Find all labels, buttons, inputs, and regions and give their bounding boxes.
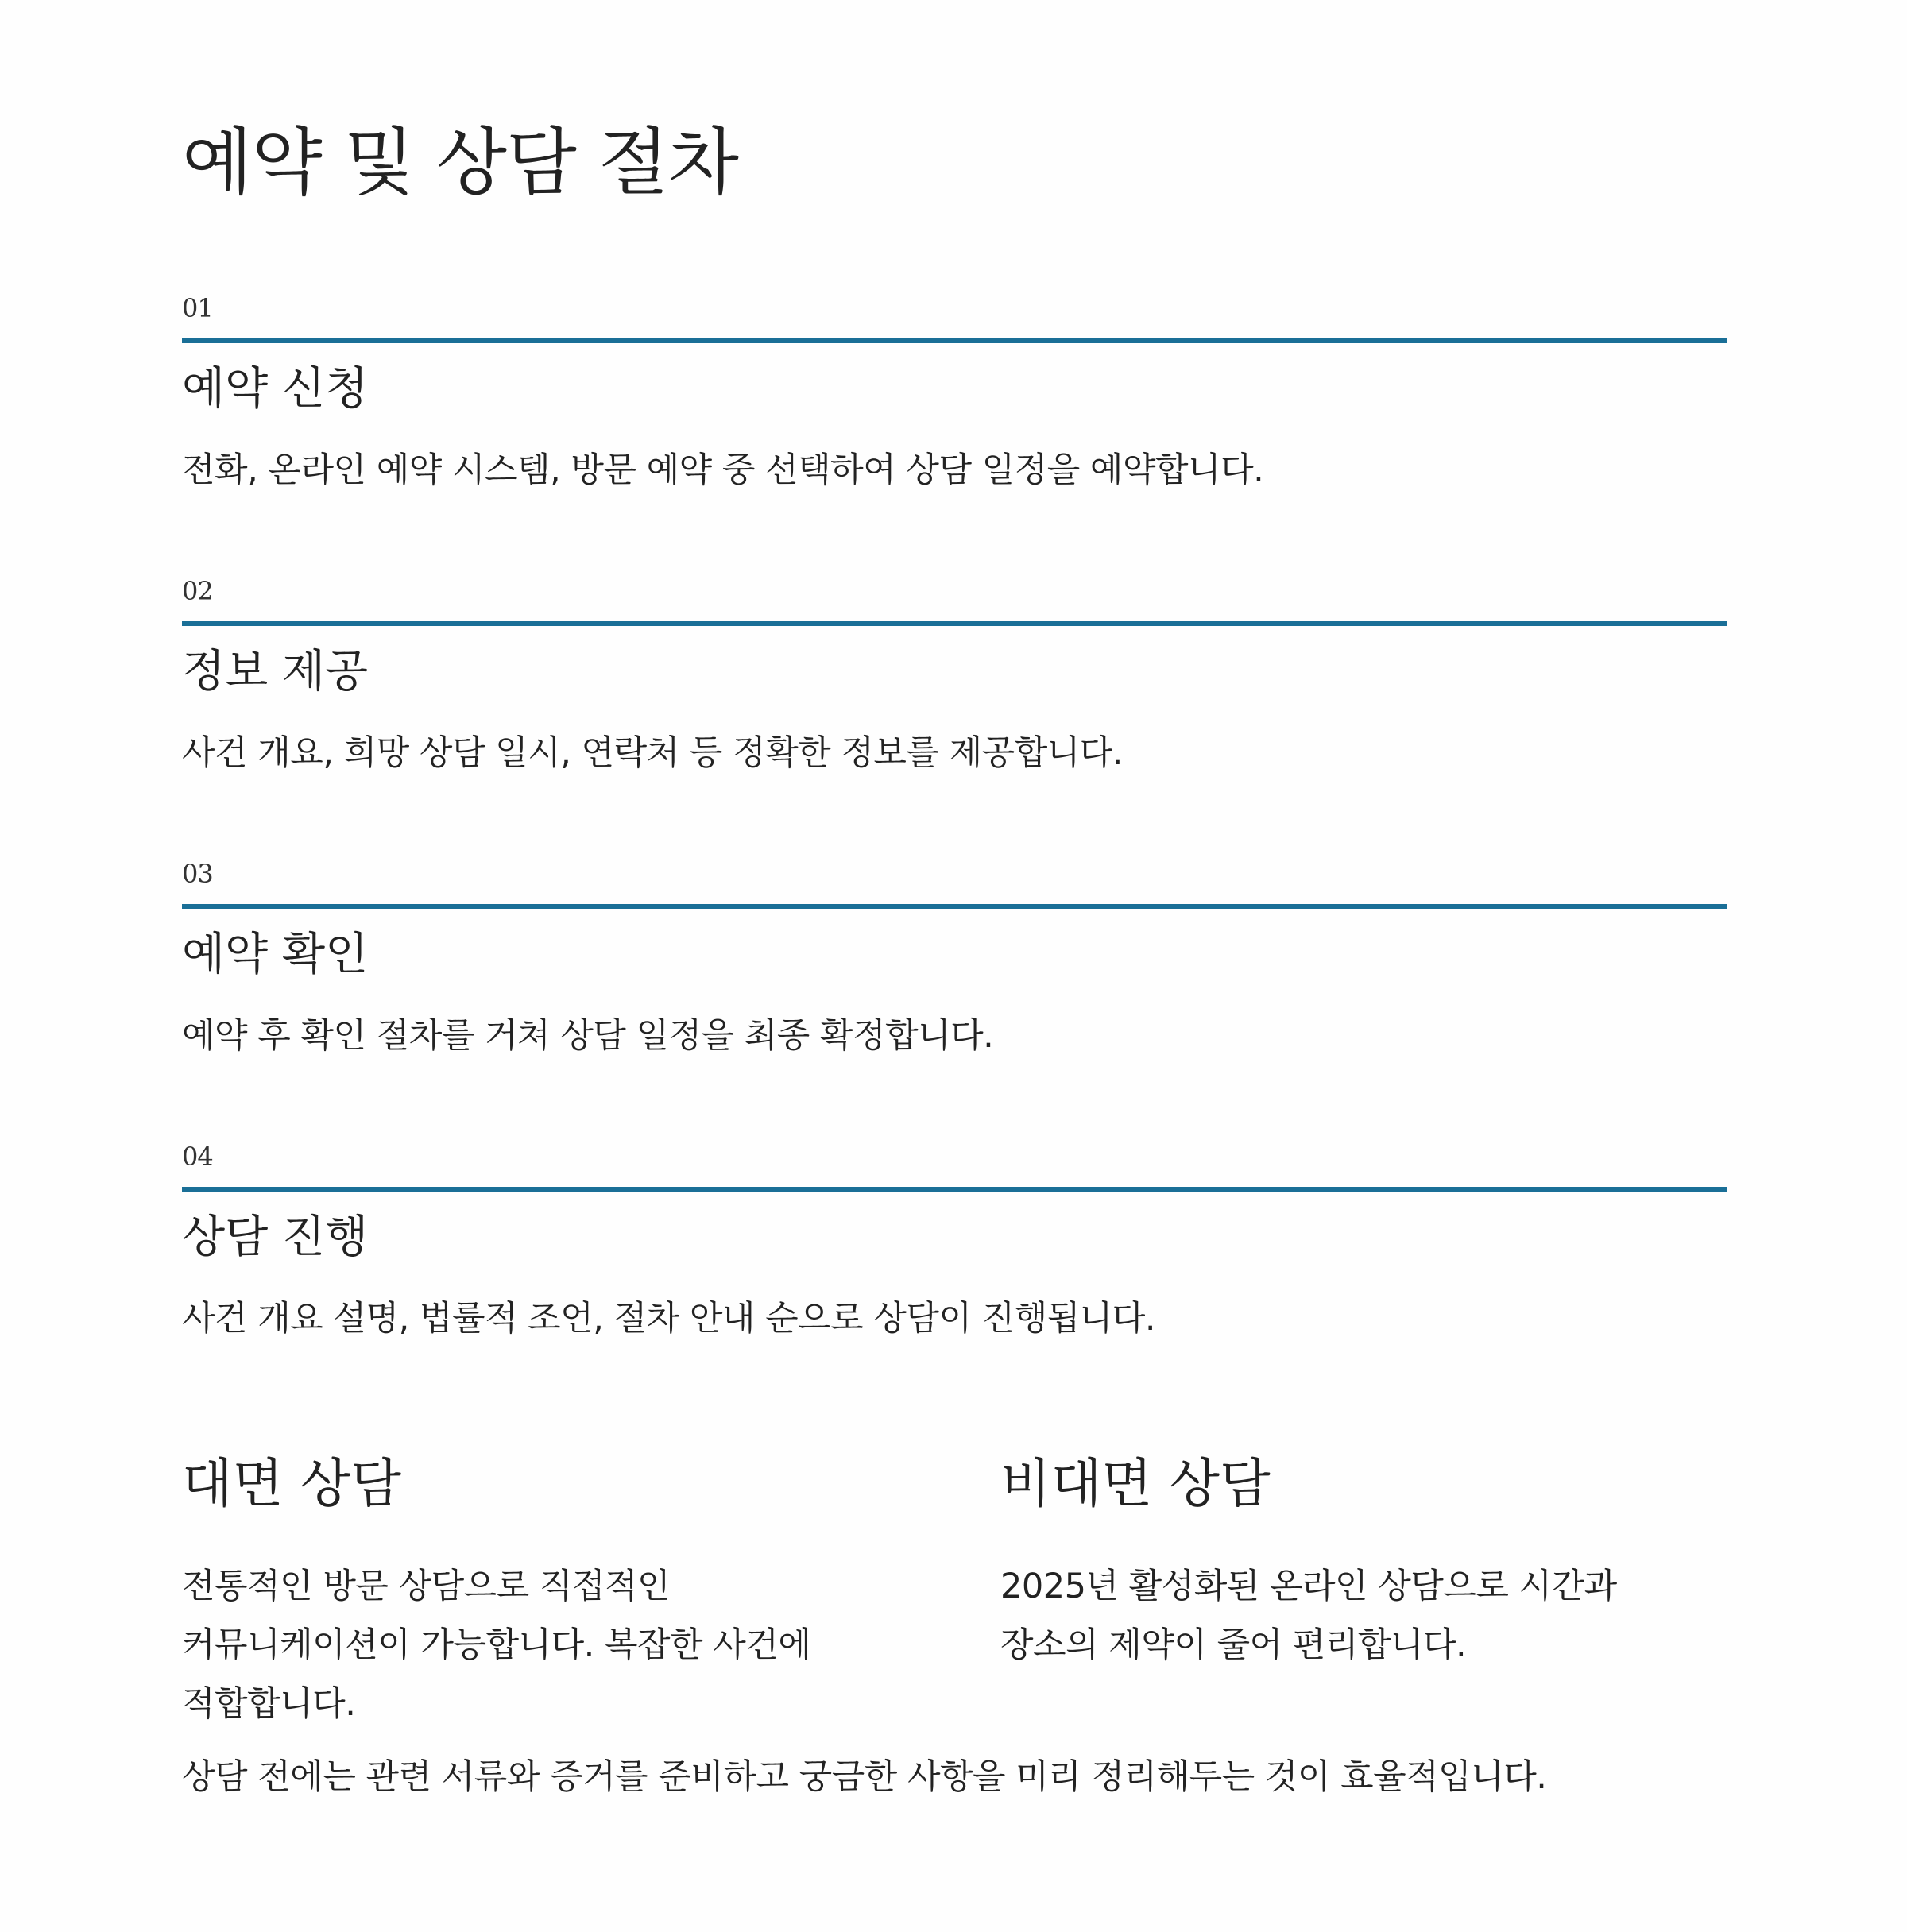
step-description: 사건 개요, 희망 상담 일시, 연락처 등 정확한 정보를 제공합니다. <box>182 733 1123 773</box>
step-title: 예약 신청 <box>182 363 369 415</box>
step-title: 예약 확인 <box>182 929 369 980</box>
step-description: 전화, 온라인 예약 시스템, 방문 예약 중 선택하여 상담 일정을 예약합니다. <box>182 450 1264 490</box>
preparation-note: 상담 전에는 관련 서류와 증거를 준비하고 궁금한 사항을 미리 정리해두는 것이 효율적입니다. <box>182 1757 1547 1797</box>
step-description: 사건 개요 설명, 법률적 조언, 절차 안내 순으로 상담이 진행됩니다. <box>182 1299 1156 1339</box>
step-1 <box>182 292 1727 531</box>
page-title: 예약 및 상담 절차 <box>182 120 738 205</box>
step-number: 03 <box>182 859 213 889</box>
step-title: 정보 제공 <box>182 646 369 697</box>
step-2 <box>182 575 1727 813</box>
step-number: 01 <box>182 293 213 323</box>
step-divider <box>182 338 1727 343</box>
consult-type-description: 2025년 활성화된 온라인 상담으로 시간과 장소의 제약이 줄어 편리합니다. <box>1000 1567 1617 1665</box>
step-3 <box>182 858 1727 1096</box>
step-divider <box>182 621 1727 626</box>
consult-type-description: 전통적인 방문 상담으로 직접적인 커뮤니케이션이 가능합니다. 복잡한 사건에 적합합니다. <box>182 1567 811 1724</box>
consult-type-title: 대면 상담 <box>182 1453 402 1514</box>
step-number: 04 <box>182 1142 213 1172</box>
step-4 <box>182 1141 1727 1379</box>
step-title: 상담 진행 <box>182 1211 369 1263</box>
step-divider <box>182 1187 1727 1192</box>
step-divider <box>182 904 1727 909</box>
step-description: 예약 후 확인 절차를 거쳐 상담 일정을 최종 확정합니다. <box>182 1016 994 1056</box>
consult-type-title: 비대면 상담 <box>1000 1453 1271 1514</box>
step-number: 02 <box>182 576 213 606</box>
